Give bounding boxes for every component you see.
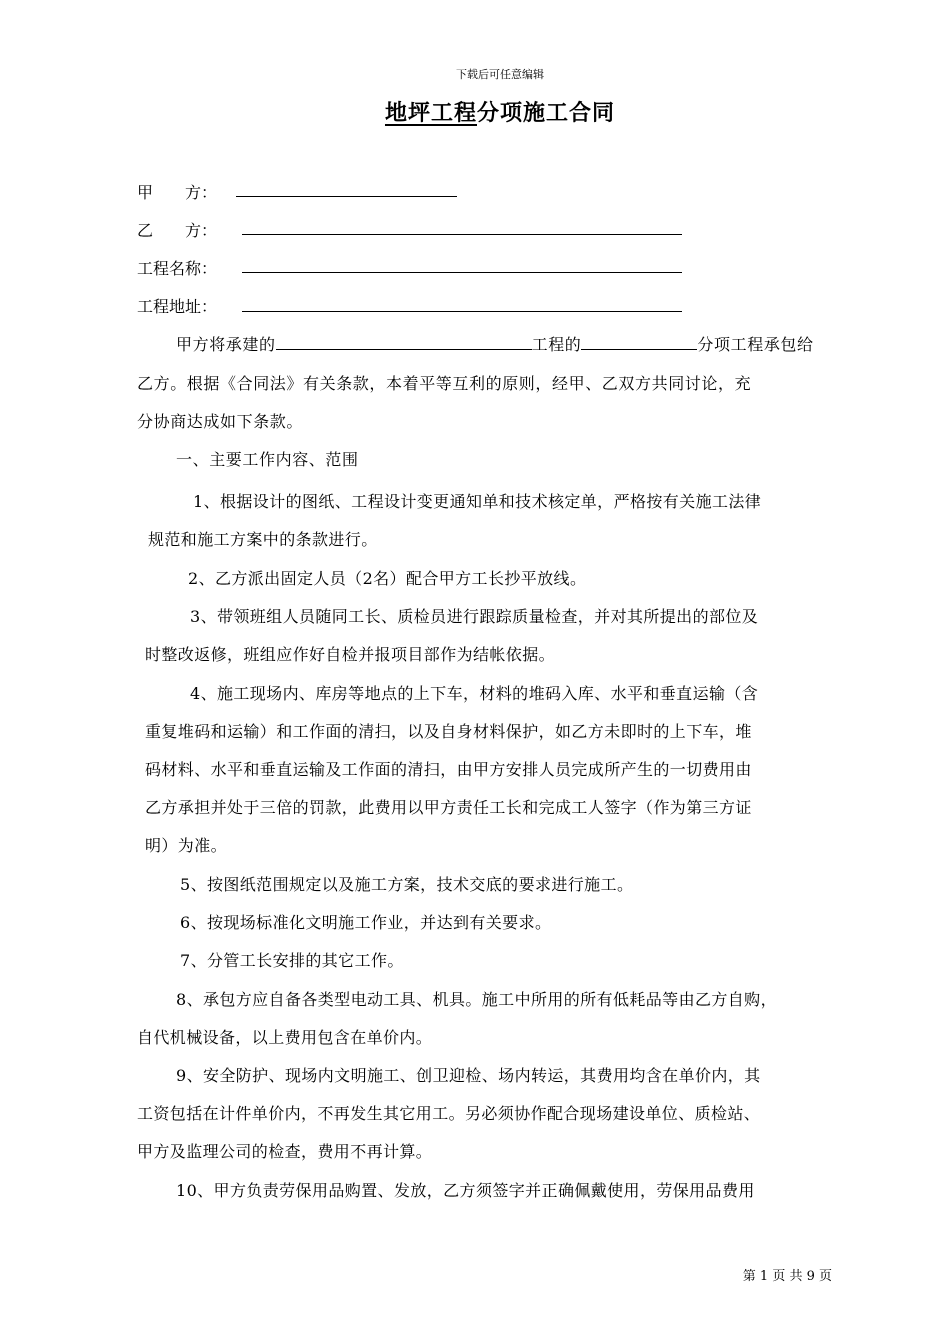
body-line: 1、根据设计的图纸、工程设计变更通知单和技术核定单，严格按有关施工法律 [193,492,762,511]
intro-text-2: 工程的 [531,335,582,354]
body-line: 4、施工现场内、库房等地点的上下车，材料的堆码入库、水平和垂直运输（含 [190,684,759,703]
body-line: 6、按现场标准化文明施工作业，并达到有关要求。 [180,913,552,932]
project-address-label: 工程地址： [137,297,218,316]
body-line: 2、乙方派出固定人员（2名）配合甲方工长抄平放线。 [188,569,587,588]
body-line: 8、承包方应自备各类型电动工具、机具。施工中所用的所有低耗品等由乙方自购， [176,990,777,1009]
body-line: 9、安全防护、现场内文明施工、创卫迎检、场内转运，其费用均含在单价内，其 [176,1066,761,1085]
document-title [0,96,950,127]
intro-text-1: 甲方将承建的 [176,335,276,354]
body-line: 5、按图纸范围规定以及施工方案，技术交底的要求进行施工。 [180,875,634,894]
body-line: 规范和施工方案中的条款进行。 [148,530,378,549]
project-name-line [242,272,682,273]
body-line: 10、甲方负责劳保用品购置、发放，乙方须签字并正确佩戴使用，劳保用品费用 [176,1181,755,1200]
intro-text-3: 分项工程承包给 [697,335,814,354]
party-a-line [236,196,457,197]
body-line: 7、分管工长安排的其它工作。 [180,951,404,970]
page-number: 第 1 页 共 9 页 [742,1269,832,1284]
section-heading: 一、主要工作内容、范围 [176,450,359,469]
body-line: 乙方承担并处于三倍的罚款，此费用以甲方责任工长和完成工人签字（作为第三方证 [145,798,752,817]
body-line: 3、带领班组人员随同工长、质检员进行跟踪质量检查，并对其所提出的部位及 [190,607,759,626]
body-line: 明）为准。 [145,836,228,855]
body-line: 码材料、水平和垂直运输及工作面的清扫，由甲方安排人员完成所产生的一切费用由 [145,760,752,779]
header-note: 下载后可任意编辑 [456,68,544,81]
intro-blank-2 [581,335,697,350]
title-rest: 分项施工合同 [477,101,616,126]
party-b-label: 乙 方： [137,221,218,240]
body-line: 工资包括在计件单价内，不再发生其它用工。另必须协作配合现场建设单位、质检站、 [137,1104,761,1123]
party-a-label: 甲 方： [137,183,218,202]
intro-line-2: 乙方。根据《合同法》有关条款，本着平等互利的原则，经甲、乙双方共同讨论，充 [137,374,752,393]
title-underlined: 地坪工程 [384,101,477,126]
body-line: 时整改返修，班组应作好自检并报项目部作为结帐依据。 [145,645,556,664]
body-line: 甲方及监理公司的检查，费用不再计算。 [137,1142,433,1161]
body-line: 自代机械设备，以上费用包含在单价内。 [137,1028,433,1047]
party-b-line [242,234,682,235]
intro-line-1 [176,332,814,355]
project-name-label: 工程名称： [137,259,218,278]
intro-line-3: 分协商达成如下条款。 [137,412,304,431]
project-address-line [242,311,682,312]
intro-blank-1 [276,335,532,350]
body-line: 重复堆码和运输）和工作面的清扫，以及自身材料保护，如乙方未即时的上下车，堆 [145,722,752,741]
